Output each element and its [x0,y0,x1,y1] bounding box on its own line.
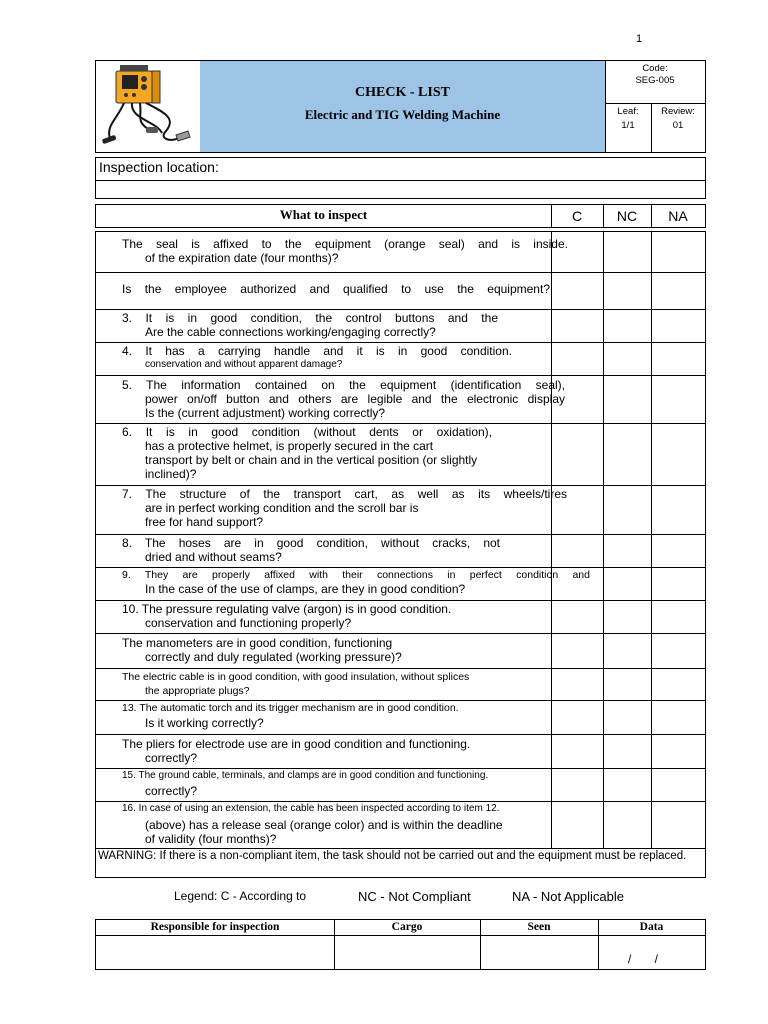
table-row [96,567,705,601]
question-text: 9. They are properly affixed with their connections in perfect condition and [122,569,590,581]
question-text: correctly? [145,784,198,798]
review-cell [651,103,705,152]
checklist-column-header [95,204,706,228]
answer-nc-cell[interactable] [603,485,652,534]
warning-text: WARNING: If there is a non-compliant item, the task should not be carried out and the equipment must be replaced. [98,850,687,862]
leaf-cell [605,103,652,152]
answer-na-cell[interactable] [651,801,705,848]
question-text: 15. The ground cable, terminals, and clamps are in good condition and functioning. [122,770,489,781]
table-row [96,232,705,273]
answer-na-cell[interactable] [651,485,705,534]
question-cell [96,567,590,600]
legend-na: NA - Not Applicable [512,889,625,904]
answer-nc-cell[interactable] [603,342,652,375]
answer-na-cell[interactable] [651,423,705,485]
column-nc: NC [603,205,652,227]
answer-nc-cell[interactable] [603,801,652,848]
divider [96,180,705,181]
answer-c-cell[interactable] [551,375,604,423]
inspection-location-label: Inspection location: [99,159,219,175]
question-cell [96,485,567,534]
table-row [96,600,705,634]
table-row [96,423,705,486]
answer-na-cell[interactable] [651,700,705,734]
answer-c-cell[interactable] [551,423,604,485]
answer-c-cell[interactable] [551,342,604,375]
signature-table [95,919,706,970]
answer-na-cell[interactable] [651,633,705,668]
question-text: power on/off button and others are legible and the electronic display [145,392,565,406]
table-row [96,375,705,424]
question-cell [96,423,552,485]
title-panel [200,61,606,152]
answer-c-cell[interactable] [551,633,604,668]
question-text: 3. It is in good condition, the control buttons and the [122,311,498,325]
question-text: of validity (four months)? [145,832,277,846]
code-label: Code: [642,63,668,74]
answer-nc-cell[interactable] [603,734,652,768]
answer-nc-cell[interactable] [603,375,652,423]
answer-nc-cell[interactable] [603,309,652,342]
answer-nc-cell[interactable] [603,534,652,567]
checklist-table [95,231,706,878]
leaf-value: 1/1 [621,120,635,131]
table-row [96,633,705,669]
question-text: inclined)? [145,467,197,481]
table-row [96,272,705,310]
answer-na-cell[interactable] [651,734,705,768]
question-cell [96,801,552,848]
review-label: Review: [661,106,695,117]
answer-nc-cell[interactable] [603,600,652,633]
question-cell [96,534,552,567]
answer-nc-cell[interactable] [603,272,652,309]
answer-nc-cell[interactable] [603,768,652,801]
date-field[interactable] [598,935,705,969]
question-cell [96,700,552,734]
inspection-location-box [95,157,706,199]
answer-na-cell[interactable] [651,567,705,600]
question-text: correctly and duly regulated (working pressure)? [145,650,402,664]
question-text: Is the (current adjustment) working correctly? [145,406,386,420]
question-text: 8. The hoses are in good condition, without cracks, not [122,536,500,550]
question-text: conservation and functioning properly? [145,616,352,630]
page-number: 1 [636,33,643,45]
answer-na-cell[interactable] [651,309,705,342]
answer-na-cell[interactable] [651,600,705,633]
question-text: The pliers for electrode use are in good condition and functioning. [122,737,471,751]
answer-nc-cell[interactable] [603,668,652,700]
question-text: 5. The information contained on the equipment (identification seal), [122,378,565,392]
answer-c-cell[interactable] [551,567,604,600]
question-text: 4. It has a carrying handle and it is in good condition. [122,344,512,358]
question-text: The seal is affixed to the equipment (orange seal) and is inside. [122,237,568,251]
answer-na-cell[interactable] [651,534,705,567]
answer-nc-cell[interactable] [603,633,652,668]
answer-c-cell[interactable] [551,309,604,342]
question-text: In the case of the use of clamps, are they in good condition? [145,582,466,596]
answer-nc-cell[interactable] [603,700,652,734]
legend-nc: NC - Not Compliant [358,889,471,904]
table-row [96,485,705,535]
column-c: C [551,205,604,227]
cargo-field[interactable] [334,935,480,969]
seen-header: Seen [480,920,599,936]
question-text: The electric cable is in good condition, with good insulation, without splices [122,671,470,683]
answer-c-cell[interactable] [551,485,604,534]
responsible-header: Responsible for inspection [96,920,335,936]
question-text: of the expiration date (four months)? [145,251,339,265]
question-text: Is it working correctly? [145,716,264,730]
answer-c-cell[interactable] [551,734,604,768]
date-placeholder: / / [628,952,659,966]
question-text: Is the employee authorized and qualified to use the equipment? [122,282,550,296]
question-text: are in perfect working condition and the scroll bar is [145,501,419,515]
answer-na-cell[interactable] [651,375,705,423]
question-cell [96,272,552,309]
question-text: has a protective helmet, is properly secured in the cart [145,439,434,453]
answer-c-cell[interactable] [551,700,604,734]
question-text: 10. The pressure regulating valve (argon) is in good condition. [122,602,452,616]
cargo-header: Cargo [334,920,481,936]
question-text: Are the cable connections working/engaging correctly? [145,325,436,339]
question-cell [96,668,552,700]
responsible-field[interactable] [96,935,334,969]
question-cell [96,342,552,375]
table-row [96,309,705,343]
question-text: conservation and without apparent damage? [145,359,343,370]
table-row [96,342,705,376]
question-cell [96,734,552,768]
answer-c-cell[interactable] [551,534,604,567]
question-text: The manometers are in good condition, functioning [122,636,393,650]
answer-c-cell[interactable] [551,600,604,633]
question-cell [96,309,552,342]
table-row [96,801,705,849]
answer-nc-cell[interactable] [603,567,652,600]
answer-nc-cell[interactable] [603,232,652,272]
code-cell [605,61,705,104]
review-value: 01 [672,120,684,131]
question-text: transport by belt or chain and in the vertical position (or slightly [145,453,478,467]
question-text: free for hand support? [145,515,264,529]
question-cell [96,768,552,801]
answer-na-cell[interactable] [651,232,705,272]
answer-c-cell[interactable] [551,668,604,700]
answer-c-cell[interactable] [551,768,604,801]
table-row [96,734,705,769]
answer-na-cell[interactable] [651,342,705,375]
answer-c-cell[interactable] [551,272,604,309]
document-title: CHECK - LIST [355,85,450,100]
column-what-to-inspect: What to inspect [96,205,552,227]
document-subtitle: Electric and TIG Welding Machine [304,107,501,122]
answer-na-cell[interactable] [651,668,705,700]
question-text: 7. The structure of the transport cart, as well as its wheels/tires [122,487,567,501]
data-header: Data [598,920,705,936]
answer-c-cell[interactable] [551,801,604,848]
answer-c-cell[interactable] [551,232,604,272]
seen-field[interactable] [480,935,598,969]
question-cell [96,232,568,272]
question-cell [96,600,552,633]
welding-machine-icon [96,61,201,152]
table-row [96,768,705,802]
answer-na-cell[interactable] [651,768,705,801]
answer-na-cell[interactable] [651,272,705,309]
column-na: NA [668,208,688,224]
table-row [96,700,705,735]
table-row [96,534,705,568]
leaf-label: Leaf: [617,106,639,117]
question-text: 16. In case of using an extension, the cable has been inspected according to item 12. [122,803,500,814]
legend-c: Legend: C - According to [174,889,307,903]
table-row [96,668,705,701]
question-text: correctly? [145,751,198,765]
code-value: SEG-005 [635,75,675,86]
question-cell [96,633,552,668]
question-text: dried and without seams? [145,550,282,564]
answer-nc-cell[interactable] [603,423,652,485]
question-cell [96,375,565,423]
question-text: the appropriate plugs? [145,685,250,697]
document-header [95,60,706,153]
question-text: 6. It is in good condition (without dents or oxidation), [122,425,492,439]
question-text: (above) has a release seal (orange color) and is within the deadline [145,818,503,832]
question-text: 13. The automatic torch and its trigger mechanism are in good condition. [122,702,459,714]
